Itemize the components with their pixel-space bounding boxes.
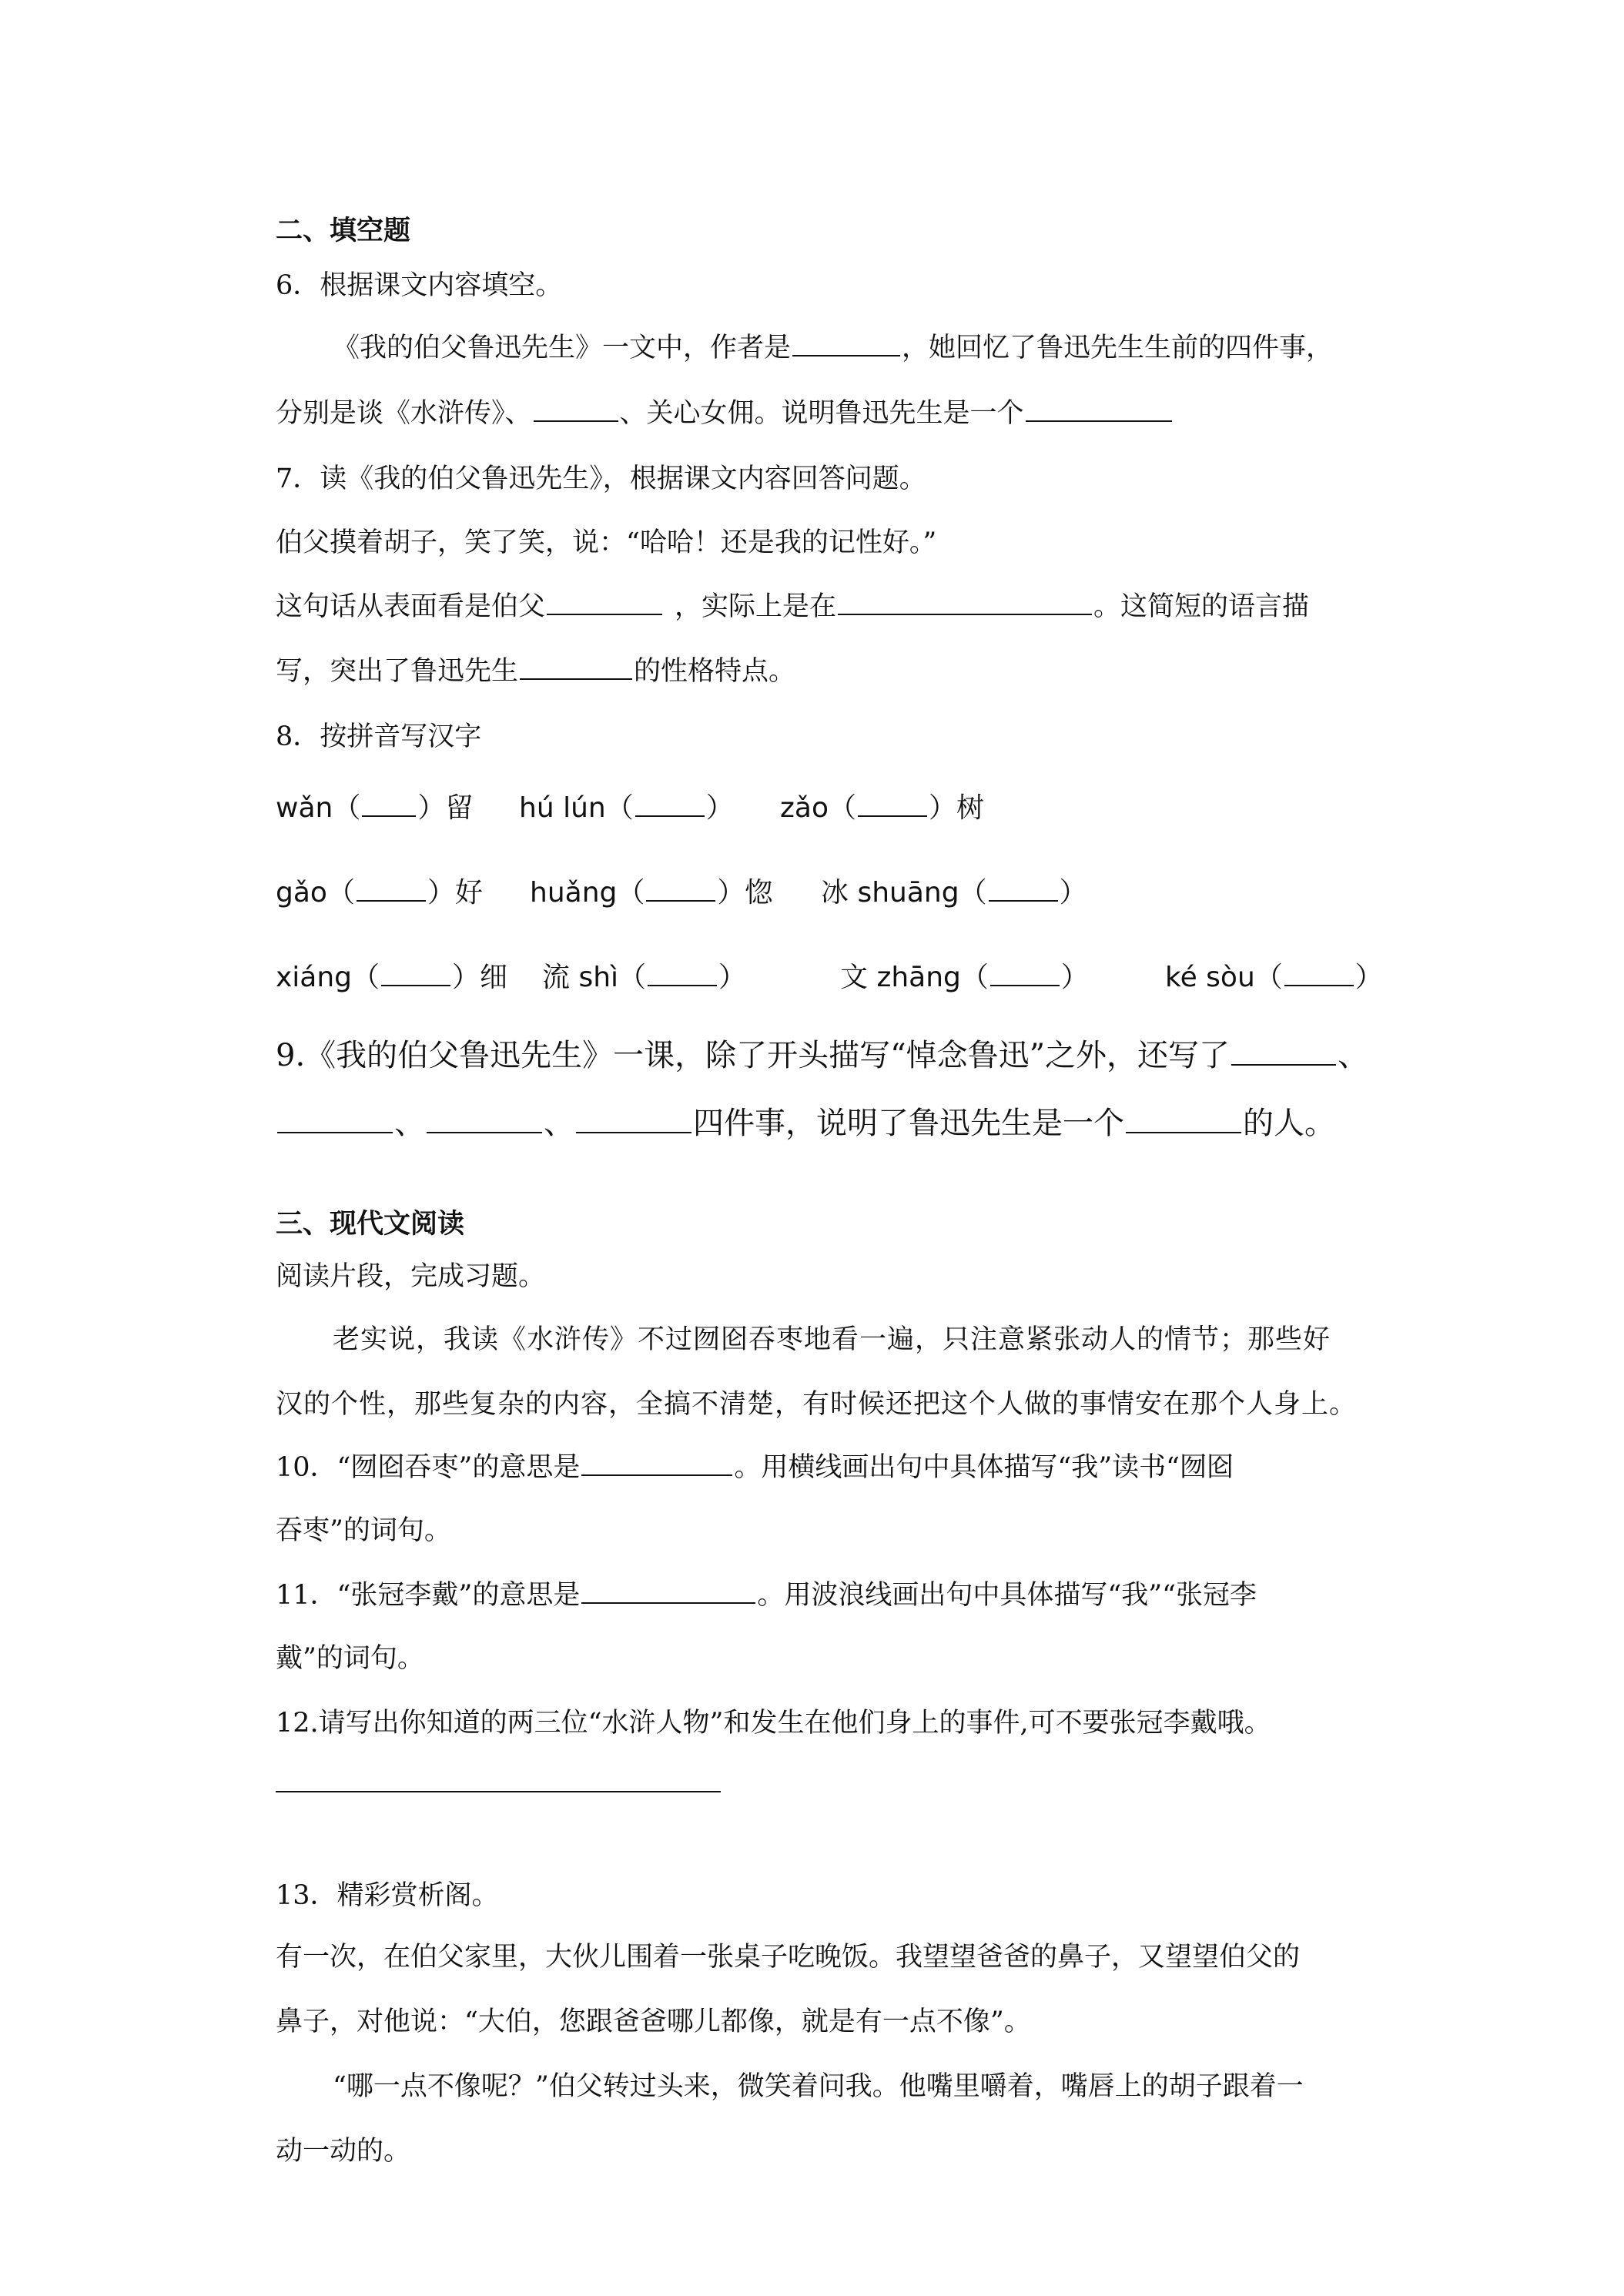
q9-blank-2[interactable] <box>277 1104 393 1133</box>
pinyin-item: hú lún（ ） <box>519 792 734 824</box>
q10-text-1b: 。用横线画出句中具体描写“我”读书“囫囵 <box>734 1452 1234 1483</box>
question-7-line-2 <box>276 654 795 688</box>
question-7-title: 7．读《我的伯父鲁迅先生》，根据课文内容回答问题。 <box>276 464 926 494</box>
q7-blank-actual[interactable] <box>838 591 1092 615</box>
q9-text-2b: 的人。 <box>1243 1106 1335 1141</box>
pinyin-blank[interactable] <box>648 962 717 986</box>
q6-blank-person[interactable] <box>1026 397 1172 422</box>
question-10-line-2: 吞枣”的词句。 <box>276 1515 451 1546</box>
q6-blank-event[interactable] <box>534 397 618 422</box>
question-7-quote: 伯父摸着胡子，笑了笑，说：“哈哈！还是我的记性好。” <box>276 527 937 558</box>
q13-para-1-line-2: 鼻子，对他说：“大伯，您跟爸爸哪儿都像，就是有一点不像”。 <box>276 2006 1031 2037</box>
q10-text-1a: 10．“囫囵吞枣”的意思是 <box>276 1452 581 1483</box>
question-10-line-1 <box>276 1451 1234 1484</box>
q6-text-1a: 《我的伯父鲁迅先生》一文中，作者是 <box>333 333 792 363</box>
q7-text-1b: ，实际上是在 <box>675 591 837 622</box>
question-8-title: 8．按拼音写汉字 <box>276 721 482 752</box>
q6-text-2b: 、关心女佣。说明鲁迅先生是一个 <box>619 398 1024 429</box>
reading-intro: 阅读片段，完成习题。 <box>276 1261 546 1292</box>
pinyin-item: zǎo（ ）树 <box>780 792 984 824</box>
question-13-title: 13．精彩赏析阁。 <box>276 1880 499 1911</box>
q11-text-1b: 。用波浪线画出句中具体描写“我”“张冠李 <box>757 1580 1257 1611</box>
q7-text-2a: 写，突出了鲁迅先生 <box>276 656 519 687</box>
q9-blank-3[interactable] <box>427 1104 542 1133</box>
question-12: 12.请写出你知道的两三位“水浒人物”和发生在他们身上的事件,可不要张冠李戴哦。 <box>276 1708 1271 1739</box>
pinyin-blank[interactable] <box>362 792 416 817</box>
section-heading-reading: 三、现代文阅读 <box>276 1208 465 1240</box>
passage-line-1: 老实说，我读《水浒传》不过囫囵吞枣地看一遍，只注意紧张动人的情节；那些好 <box>333 1324 1331 1355</box>
q6-text-1b: ，她回忆了鲁迅先生生前的四件事， <box>902 333 1334 363</box>
q6-text-2a: 分别是谈《水浒传》、 <box>276 398 532 429</box>
q9-text-1: 9.《我的伯父鲁迅先生》一课，除了开头描写“悼念鲁迅”之外，还写了 <box>276 1038 1231 1073</box>
pinyin-blank[interactable] <box>635 792 705 817</box>
q7-blank-surface[interactable] <box>547 591 662 615</box>
pinyin-item: xiáng（ ）细 <box>276 962 508 993</box>
question-7-line-1 <box>276 590 1309 624</box>
q11-text-1a: 11．“张冠李戴”的意思是 <box>276 1580 581 1611</box>
q10-blank-meaning[interactable] <box>581 1451 732 1476</box>
pinyin-item: 冰 shuāng（ ） <box>821 877 1087 909</box>
q7-blank-trait[interactable] <box>520 655 632 680</box>
pinyin-blank[interactable] <box>646 877 715 902</box>
q9-blank-4[interactable] <box>576 1104 691 1133</box>
q11-blank-meaning[interactable] <box>581 1579 755 1604</box>
q13-para-1-line-1: 有一次，在伯父家里，大伙儿围着一张桌子吃晚饭。我望望爸爸的鼻子，又望望伯父的 <box>276 1942 1301 1973</box>
q9-blank-person[interactable] <box>1126 1104 1241 1133</box>
q7-text-2b: 的性格特点。 <box>634 656 796 687</box>
question-11-line-1 <box>276 1578 1257 1612</box>
pinyin-blank[interactable] <box>858 792 927 817</box>
pinyin-blank[interactable] <box>381 962 450 986</box>
pinyin-item: gǎo（ ）好 <box>276 877 483 909</box>
q6-blank-author[interactable] <box>792 332 900 356</box>
pinyin-item: huǎng（ ）惚 <box>530 877 773 909</box>
q9-text-2a: 四件事，说明了鲁迅先生是一个 <box>693 1106 1124 1141</box>
pinyin-blank[interactable] <box>990 962 1060 986</box>
pinyin-blank[interactable] <box>357 877 426 902</box>
pinyin-blank[interactable] <box>1284 962 1354 986</box>
pinyin-item: wǎn（ ）留 <box>276 792 474 824</box>
pinyin-item: ké sòu（ ） <box>1165 962 1383 993</box>
q7-text-1c: 。这简短的语言描 <box>1093 591 1310 622</box>
question-11-line-2: 戴”的词句。 <box>276 1643 424 1674</box>
q12-answer-line[interactable] <box>276 1791 721 1792</box>
pinyin-blank[interactable] <box>989 877 1058 902</box>
section-heading-fill-in: 二、填空题 <box>276 215 411 246</box>
question-6-title: 6．根据课文内容填空。 <box>276 270 563 301</box>
q9-blank-1[interactable] <box>1231 1036 1336 1066</box>
passage-line-2: 汉的个性，那些复杂的内容，全搞不清楚，有时候还把这个人做的事情安在那个人身上。 <box>276 1389 1358 1420</box>
q7-text-1a: 这句话从表面看是伯父 <box>276 591 546 622</box>
question-6-line-1 <box>333 331 1333 365</box>
pinyin-item: 流 shì（ ） <box>542 962 747 993</box>
q13-para-2-line-1: “哪一点不像呢？”伯父转过头来，微笑着问我。他嘴里嚼着，嘴唇上的胡子跟着一 <box>333 2071 1304 2102</box>
q13-para-2-line-2: 动一动的。 <box>276 2136 411 2167</box>
pinyin-item: 文 zhāng（ ） <box>840 962 1089 993</box>
question-9-line-1: 9.《我的伯父鲁迅先生》一课，除了开头描写“悼念鲁迅”之外，还写了 、 <box>276 1038 1369 1073</box>
question-9-line-2: 、 、 四件事，说明了鲁迅先生是一个 的人。 <box>276 1103 1335 1143</box>
question-6-line-2 <box>276 397 1174 430</box>
